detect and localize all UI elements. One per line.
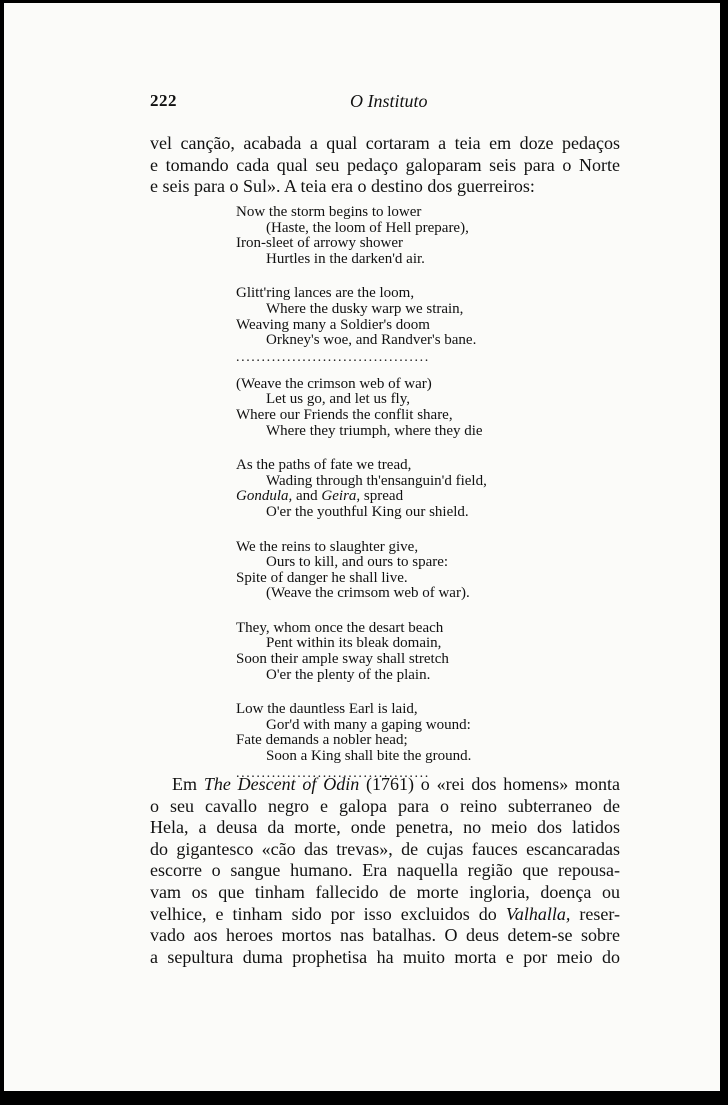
verse-line: Soon a King shall bite the ground. [266,748,472,765]
stanza-2 [236,286,536,364]
text-line: e tomando cada qual seu pedaço galoparam seis para o Norte [150,154,620,175]
verse-line: Fate demands a nobler head; [236,732,408,749]
stanza-6 [236,621,536,683]
verse-line: Iron-sleet of arrowy shower [236,235,404,252]
verse-line: Hurtles in the darken'd air. [266,250,425,267]
text-line: escorre o sangue humano. Era naquella região que repousa- [150,860,620,881]
verse-line: O'er the youthful King our shield. [266,503,469,520]
stanza-7 [236,702,536,780]
text-fragment: velhice, e tinham sido por isso excluidos do [150,903,506,924]
text-line: vel canção, acabada a qual cortaram a teia em doze pedaços [150,133,620,153]
verse-line: Spite of danger he shall live. [236,569,408,586]
name-geira: Geira, [321,488,361,505]
text-fragment: Em [172,774,204,794]
verse-line: As the paths of fate we tread, [236,457,412,474]
poem [236,205,536,800]
verse-line: Where they triumph, where they die [266,422,483,439]
verse-line: Soon their ample sway shall stretch [236,651,449,668]
text-line: Hela, a deusa da morte, onde penetra, no meio dos latidos [150,817,620,838]
verse-line: Ours to kill, and ours to spare: [266,554,449,571]
book-page [4,3,720,1091]
text-line: vado aos heroes mortos nas batalhas. O deus detem-se sobre [150,925,620,946]
verse-line: Where our Friends the conflit share, [236,406,453,423]
verse-line [236,489,536,505]
verse-line: Pent within its bleak domain, [266,635,442,652]
page-header [150,91,620,115]
verse-line: Orkney's woe, and Randver's bane. [266,332,477,349]
verse-line: (Weave the crimson web of war) [236,375,432,392]
page-number: 222 [150,91,177,110]
verse-line: O'er the plenty of the plain. [266,666,431,683]
text-line [150,774,620,796]
closing-paragraph [150,774,620,968]
intro-paragraph [150,133,620,198]
running-title: O Instituto [350,91,428,111]
work-title: The Descent of Odin [203,774,360,794]
ellipsis-rule: ...................................... [236,766,430,781]
verse-line: Where the dusky warp we strain, [266,300,464,317]
stanza-5 [236,540,536,602]
verse-line: They, whom once the desart beach [236,619,444,636]
name-gondula: Gondula, [236,488,293,505]
text-line [150,904,620,926]
text-line: e seis para o Sul». A teia era o destino dos guerreiros: [150,176,535,197]
verse-line: (Haste, the loom of Hell prepare), [266,219,469,236]
stanza-4 [236,458,536,520]
stanza-1 [236,205,536,267]
text-line: a sepultura duma prophetisa ha muito morta e por meio do [150,946,620,967]
ellipsis-rule: ...................................... [236,350,430,365]
text-line: o seu cavallo negro e galopa para o reino subterraneo de [150,795,620,816]
valhalla-term: Valhalla, [505,903,571,924]
text-line: vam os que tinham fallecido de morte ingloria, doença ou [150,881,620,902]
stanza-3 [236,377,536,439]
text-fragment: reser- [570,903,620,924]
verse-line: Low the dauntless Earl is laid, [236,701,418,718]
text-line: do gigantesco «cão das trevas», de cujas fauces escancaradas [150,838,620,859]
verse-fragment: spread [360,488,404,505]
verse-line: Glitt'ring lances are the loom, [236,285,415,302]
verse-line: Wading through th'ensanguin'd field, [266,472,487,489]
verse-line: (Weave the crimsom web of war). [266,585,470,602]
text-fragment: (1761) o «rei dos homens» monta [359,774,620,794]
verse-line: Gor'd with many a gaping wound: [266,716,471,733]
verse-line: Let us go, and let us fly, [266,391,411,408]
verse-line: Weaving many a Soldier's doom [236,316,430,333]
verse-line: We the reins to slaughter give, [236,538,419,555]
verse-fragment: and [292,488,322,505]
verse-line: Now the storm begins to lower [236,204,422,220]
